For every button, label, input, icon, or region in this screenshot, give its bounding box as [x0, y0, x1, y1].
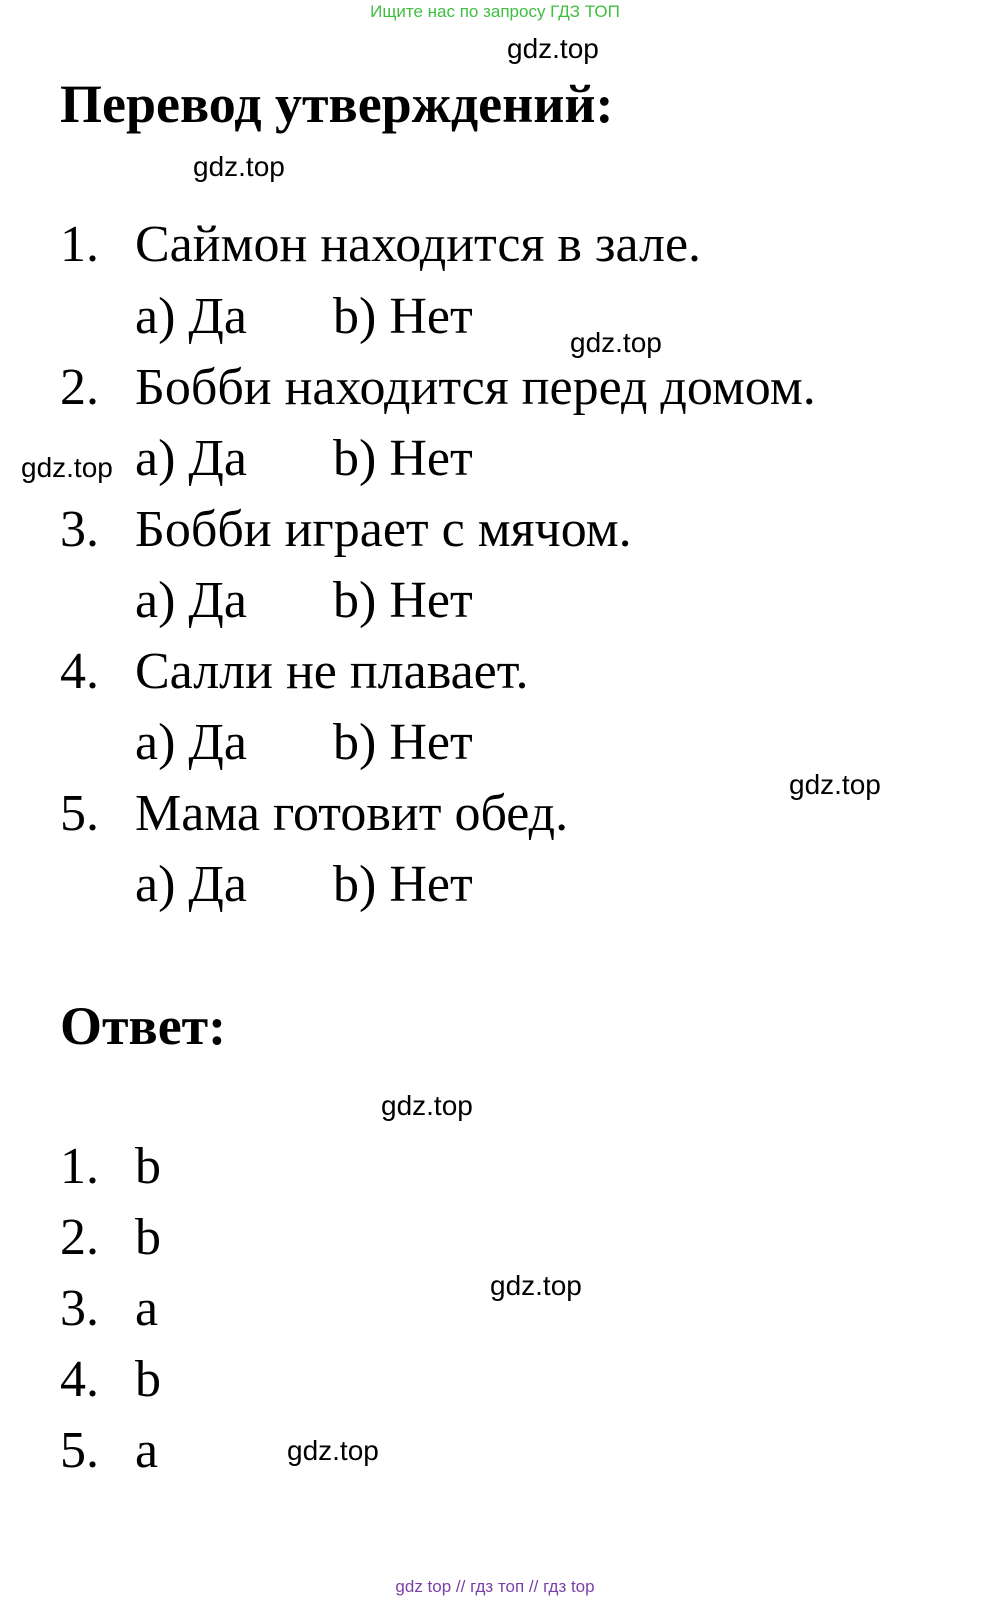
- option-b: b) Нет: [333, 856, 473, 913]
- answer-value: a: [135, 1422, 159, 1479]
- option-a: a) Да: [135, 714, 247, 771]
- option-a: a) Да: [135, 430, 247, 487]
- option-a: a) Да: [135, 856, 247, 913]
- answer-number: 5.: [60, 1422, 99, 1479]
- answer-title: Ответ:: [60, 996, 227, 1056]
- watermark: gdz.top: [287, 1435, 379, 1466]
- option-b: b) Нет: [333, 430, 473, 487]
- statement-number: 5.: [60, 785, 99, 842]
- watermark: gdz.top: [570, 327, 662, 358]
- footer-links[interactable]: gdz top // гдз топ // гдз top: [395, 1577, 595, 1596]
- statement-number: 4.: [60, 643, 99, 700]
- answer-value: a: [135, 1280, 159, 1337]
- watermark: gdz.top: [381, 1090, 473, 1121]
- statement-text: Бобби находится перед домом.: [135, 359, 816, 416]
- watermark: gdz.top: [21, 452, 113, 483]
- statement-text: Мама готовит обед.: [135, 785, 569, 842]
- statement-text: Бобби играет с мячом.: [135, 501, 632, 558]
- statement-text: Саймон находится в зале.: [135, 216, 702, 273]
- answer-value: b: [135, 1351, 161, 1408]
- answer-number: 4.: [60, 1351, 99, 1408]
- option-a: a) Да: [135, 288, 247, 345]
- answer-number: 3.: [60, 1280, 99, 1337]
- option-b: b) Нет: [333, 572, 473, 629]
- page-title: Перевод утверждений:: [60, 74, 614, 134]
- watermark: gdz.top: [193, 151, 285, 182]
- watermark: gdz.top: [490, 1270, 582, 1301]
- statement-number: 1.: [60, 216, 99, 273]
- statement-number: 2.: [60, 359, 99, 416]
- answer-number: 2.: [60, 1209, 99, 1266]
- statement-text: Салли не плавает.: [135, 643, 529, 700]
- watermark: gdz.top: [507, 33, 599, 64]
- statement-number: 3.: [60, 501, 99, 558]
- option-b: b) Нет: [333, 288, 473, 345]
- answer-number: 1.: [60, 1138, 99, 1195]
- answer-value: b: [135, 1209, 161, 1266]
- watermark: gdz.top: [789, 769, 881, 800]
- search-banner[interactable]: Ищите нас по запросу ГДЗ ТОП: [370, 2, 620, 21]
- option-b: b) Нет: [333, 714, 473, 771]
- option-a: a) Да: [135, 572, 247, 629]
- answer-value: b: [135, 1138, 161, 1195]
